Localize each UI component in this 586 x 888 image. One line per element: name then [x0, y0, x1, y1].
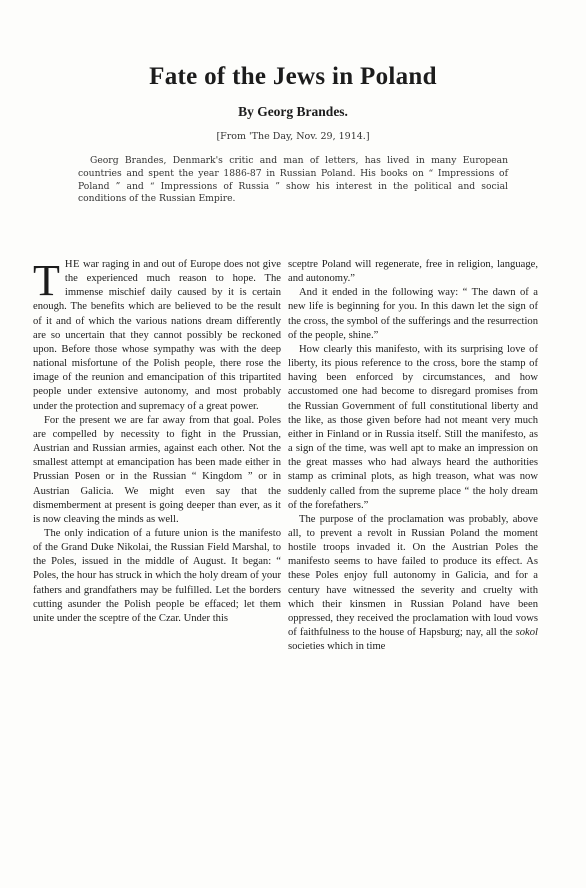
right-paragraph-4-text-b: societies which in time — [288, 641, 386, 653]
left-paragraph-1 — [33, 258, 281, 414]
left-paragraph-2: For the present we are far away from that goal. Poles are compelled by necessity to fight in the Prussian, Austrian and Russian armies, against each other. Not the smallest attempt at emancipation has been made either in Prussian Posen or in the Russian “ Kingdom ” or in Austrian Galicia. We might even say that the dismemberment at present is going deeper than ever, as it is now cleaving the minds as well. — [33, 414, 281, 525]
right-paragraph-4-text-a: The purpose of the proclamation was probably, above all, to prevent a revolt in Russian Poland the moment hostile troops invaded it. On the Austrian Poles the manifesto seems to have failed to produce its effect. As these Poles enjoy full autonomy in Galicia, and for a century have witnessed the severity and cruelty with which their kinsmen in Russian Poland have been oppressed, they received the proclamation with loud vows of faithfulness to the house of Hapsburg; nay, all the — [288, 513, 538, 639]
right-paragraph-1: sceptre Poland will regenerate, free in religion, language, and autonomy.” — [288, 259, 538, 285]
left-paragraph-3: The only indication of a future union is the manifesto of the Grand Duke Nikolai, the Russian Field Marshal, to the Poles, issued in the middle of August. It began: “ Poles, the hour has struck in which the holy dream of your fathers and grandfathers may be fulfilled. Let the borders cutting asunder the Polish people be effaced; let them unite under the sceptre of the Czar. Under this — [33, 527, 281, 624]
article-intro: Georg Brandes, Denmark's critic and man of letters, has lived in many European countries and spent the year 1886-87 in Russian Poland. His books on “ Impressions of Poland ” and “ Impressions of Russia ” show his interest in the political and social conditions of the Russian Empire. — [78, 155, 508, 205]
right-paragraph-2: And it ended in the following way: “ The dawn of a new life is beginning for you. In this dawn let the sign of the cross, the symbol of the sufferings and the resurrection of the people, shine.” — [288, 287, 538, 341]
sokol-italic: sokol — [515, 627, 538, 639]
right-paragraph-3: How clearly this manifesto, with its surprising love of liberty, its pious reference to the cross, bore the stamp of having been enforced by circumstances, and how accustomed one had become to disregard promises from the Russian Government of full constitutional liberty and the like, as those given before had not meant very much either in Finland or in Russia itself. Still the manifesto, as a sign of the time, was well apt to make an impression on the great masses who had always heard the authorities stamp as criminal plots, as high treason, what was now suddenly called from the supreme place “ the holy dream of the forefathers.” — [288, 343, 538, 511]
right-paragraph-4 — [288, 513, 538, 655]
left-paragraph-1-text: war raging in and out of Europe does not give the experienced much reason to hope. The immense mischief daily caused by it is certain enough. The benefits which are believed to be the result of it and of which the various nations dream differently are so uncertain that they cannot possibly be reckoned upon. Before those whose sympathy was with the deep national misfortune of the Polish people, there rose the image of the reunion and emancipation of this tripartited people under extensive autonomy, and most probably under the protection and supremacy of a great power. — [33, 259, 281, 412]
drop-cap: T — [33, 256, 60, 305]
left-column — [33, 258, 281, 626]
article-byline: By Georg Brandes. — [238, 104, 348, 119]
article-title: Fate of the Jews in Poland — [149, 63, 437, 90]
opening-caps: HE — [64, 259, 81, 270]
right-column — [288, 258, 538, 654]
article-source: [From 'The Day, Nov. 29, 1914.] — [216, 131, 370, 142]
